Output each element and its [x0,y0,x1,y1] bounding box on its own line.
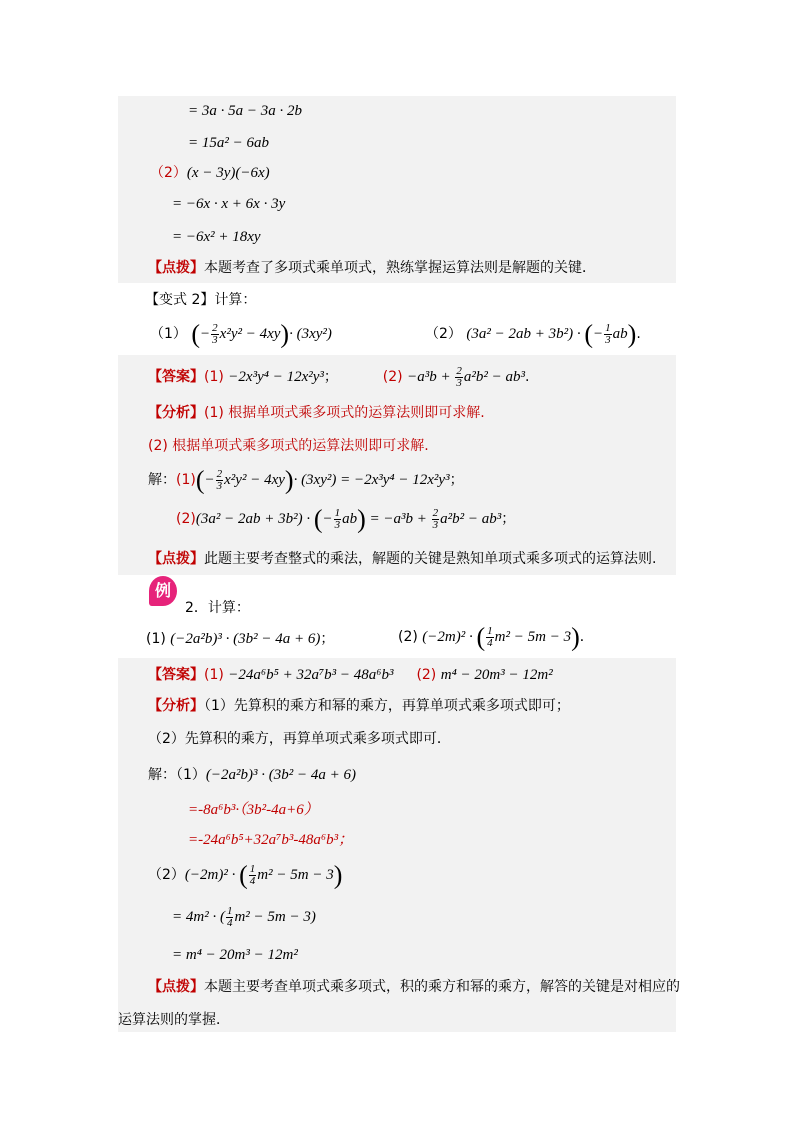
example-question-2: (2) (−2m)² · ( $\frac{1}{4}$ m² − 5m − 3)． [398,622,594,652]
example-tip-cont: 运算法则的掌握． [118,1012,230,1028]
top-step-1: = 3a · 5a − 3a · 2b [188,103,302,119]
variant-q2-poly: (3a² − 2ab + 3b²) · [466,326,585,342]
example-analysis-2: （2）先算积的乘方，再算单项式乘多项式即可． [148,731,451,747]
example-solution-2: （2）(−2m)² · ( $\frac{1}{4}$ m² − 5m − 3) [148,860,343,890]
variant-q1-frac: $\frac{2}{3}$ [212,322,218,347]
variant-q1-num: （1） [150,326,187,342]
example-q1-expr: (−2a²b)³ · (3b² − 4a + 6) [170,631,321,647]
variant-question-1: （1） (− $\frac{2}{3}$ x²y² − 4xy)· (3xy²) [150,319,332,349]
example-answer: 【答案】(1) −24a⁶b⁵ + 32a⁷b³ − 48a⁶b³ (2) m⁴ − 20m³ − 12m² [148,667,553,683]
variant-q1-minus: − [200,326,211,342]
variant-analysis-2: (2) 根据单项式乘多项式的运算法则即可求解. [148,438,429,454]
example-tip-label: 【点拨】 [148,979,204,995]
variant-q2-frac: $\frac{1}{3}$ [605,322,611,347]
top-step-4: = −6x · x + 6x · 3y [172,196,286,212]
top-tip [148,257,596,279]
variant-tip-text: 此题主要考查整式的乘法，解题的关键是熟知单项式乘多项式的运算法则. [204,551,657,567]
top-tip-label: 【点拨】 [148,260,204,276]
top-part-2-num: （2） [150,165,187,181]
variant-answer-label: 【答案】 [148,369,204,385]
variant-tip-label: 【点拨】 [148,551,204,567]
example-solution-1-step-2: =-24a⁶b⁵+32a⁷b³-48a⁶b³； [188,832,354,848]
variant-q1-mono: · (3xy²) [289,326,332,342]
example-answer-1: −24a⁶b⁵ + 32a⁷b³ − 48a⁶b³ [228,667,394,683]
example-tip: 【点拨】本题主要考查单项式乘多项式，积的乘方和幂的乘方，解答的关键是对相应的 [148,979,680,995]
variant-q1-poly: x²y² − 4xy [219,326,281,342]
top-part-2 [150,162,270,184]
variant-solution-2: (2)(3a² − 2ab + 3b²) · (− $\frac{1}{3}$ ab) = −a³b + $\frac{2}{3}$ a²b² − ab³； [176,504,516,534]
example-question-1: (1) (−2a²b)³ · (3b² − 4a + 6)； [146,631,335,647]
example-answer-2: m⁴ − 20m³ − 12m² [440,667,553,683]
variant-analysis-label: 【分析】 [148,405,204,421]
example-solution-2-step-1: = 4m² · ( $\frac{1}{4}$ m² − 5m − 3) [172,905,316,930]
top-step-5: = −6x² + 18xy [172,229,261,245]
variant-answer: 【答案】(1) −2x³y⁴ − 12x²y³； (2) −a³b + $\frac{2}{3}$ a²b² − ab³. [148,365,530,390]
example-solution-1: 解：（1）(−2a²b)³ · (3b² − 4a + 6) [148,767,357,783]
example-analysis-label: 【分析】 [148,698,204,714]
variant-solution-1: 解：(1)(− $\frac{2}{3}$ x²y² − 4xy)· (3xy²) = −2x³y⁴ − 12x²y³； [148,465,464,495]
variant-heading: 【变式 2】计算： [145,292,257,308]
top-part-2-expr: (x − 3y)(−6x) [186,165,270,181]
top-step-2: = 15a² − 6ab [188,135,269,151]
variant-solution-1-result: −2x³y⁴ − 12x²y³ [354,472,450,488]
top-solution-bg [118,96,676,283]
variant-solution-2-result: −a³b + $\frac{2}{3}$ a²b² − ab³ [383,507,502,532]
example-badge: 例 [149,576,177,606]
variant-answer-2: −a³b + $\frac{2}{3}$ a²b² − ab³ [407,365,525,390]
example-analysis-1: 【分析】（1）先算积的乘方和幂的乘方，再算单项式乘多项式即可； [148,698,570,714]
example-answer-label: 【答案】 [148,667,204,683]
top-tip-text: 本题考查了多项式乘单项式，熟练掌握运算法则是解题的关键． [204,260,596,276]
example-heading: 2．计算： [185,600,250,616]
variant-tip [148,548,656,570]
variant-analysis-1: 【分析】(1) 根据单项式乘多项式的运算法则即可求解. [148,405,485,421]
variant-answer-1: −2x³y⁴ − 12x²y³ [228,369,324,385]
variant-question-2: （2） (3a² − 2ab + 3b²) · (− $\frac{1}{3}$ ab). [425,319,641,349]
variant-q2-num: （2） [425,326,462,342]
variant-solution-label: 解： [148,472,176,488]
example-solution-2-step-2: = m⁴ − 20m³ − 12m² [172,947,298,963]
example-solution-1-step-1: =-8a⁶b³·（3b²-4a+6） [188,802,319,818]
